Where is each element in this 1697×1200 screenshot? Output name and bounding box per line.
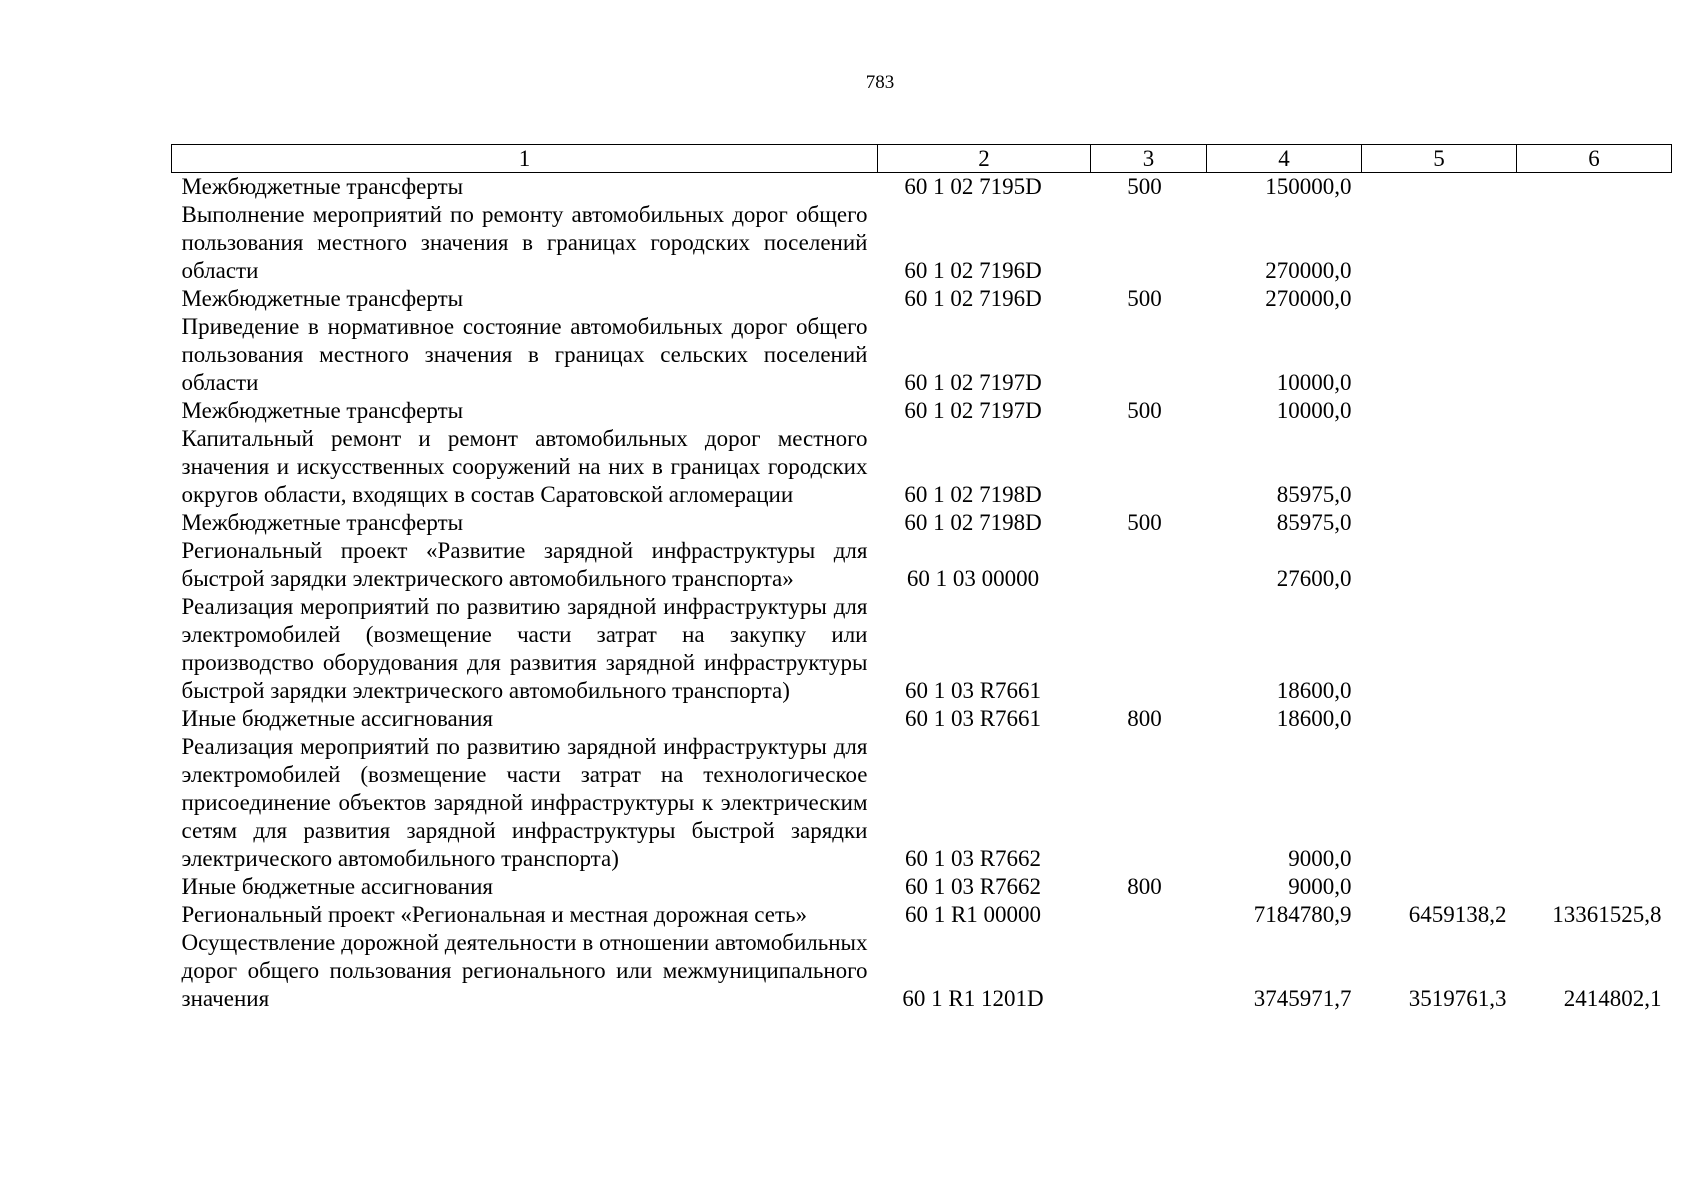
row-value-6 bbox=[1517, 873, 1672, 901]
row-expense-type bbox=[1091, 929, 1207, 1013]
row-value-5 bbox=[1362, 313, 1517, 397]
row-value-6 bbox=[1517, 425, 1672, 509]
row-name: Реализация мероприятий по развитию зарядной инфраструктуры для электромобилей (возмещение части затрат на закупку или производство оборудования для развития зарядной инфраструктуры быстрой зарядки электрического автомобильного транспорта) bbox=[181, 594, 868, 703]
row-name: Выполнение мероприятий по ремонту автомобильных дорог общего пользования местного значения в границах городских поселений области bbox=[181, 202, 868, 283]
row-value-5 bbox=[1362, 537, 1517, 593]
table-row bbox=[172, 425, 1672, 509]
row-code: 60 1 03 R7662 bbox=[904, 874, 1042, 899]
row-value-6 bbox=[1517, 537, 1672, 593]
row-value-4: 27600,0 bbox=[1276, 566, 1352, 591]
row-value-4: 270000,0 bbox=[1265, 258, 1352, 283]
row-name: Осуществление дорожной деятельности в отношении автомобильных дорог общего пользования регионального или межмуниципального значения bbox=[181, 930, 868, 1011]
column-header-4: 4 bbox=[1207, 145, 1362, 173]
row-value-4: 270000,0 bbox=[1265, 286, 1352, 311]
row-code: 60 1 R1 00000 bbox=[904, 902, 1042, 927]
row-value-6 bbox=[1517, 509, 1672, 537]
row-code: 60 1 02 7196D bbox=[904, 258, 1042, 283]
row-code: 60 1 02 7196D bbox=[904, 286, 1042, 311]
row-value-5 bbox=[1362, 173, 1517, 202]
row-expense-type bbox=[1091, 733, 1207, 873]
row-value-5 bbox=[1362, 285, 1517, 313]
row-value-6: 2414802,1 bbox=[1563, 986, 1662, 1011]
column-header-6: 6 bbox=[1517, 145, 1672, 173]
row-value-5 bbox=[1362, 397, 1517, 425]
row-name: Региональный проект «Региональная и местная дорожная сеть» bbox=[181, 902, 807, 927]
row-name: Иные бюджетные ассигнования bbox=[181, 706, 493, 731]
row-expense-type bbox=[1091, 425, 1207, 509]
table-row bbox=[172, 733, 1672, 873]
row-code: 60 1 02 7198D bbox=[904, 510, 1042, 535]
row-code: 60 1 03 R7661 bbox=[904, 706, 1042, 731]
row-code: 60 1 R1 1201D bbox=[902, 986, 1044, 1011]
row-expense-type: 800 bbox=[1127, 874, 1162, 899]
row-code: 60 1 03 00000 bbox=[906, 566, 1040, 591]
row-name: Капитальный ремонт и ремонт автомобильных дорог местного значения и искусственных сооружений на них в границах городских округов области, входящих в состав Саратовской агломерации bbox=[181, 426, 868, 507]
row-value-4: 7184780,9 bbox=[1253, 902, 1352, 927]
row-value-6: 13361525,8 bbox=[1552, 902, 1662, 927]
header-row bbox=[172, 145, 1672, 173]
row-expense-type bbox=[1091, 901, 1207, 929]
row-value-6 bbox=[1517, 733, 1672, 873]
row-value-5 bbox=[1362, 425, 1517, 509]
row-code: 60 1 02 7198D bbox=[904, 482, 1042, 507]
row-expense-type: 500 bbox=[1127, 286, 1162, 311]
row-value-4: 18600,0 bbox=[1276, 706, 1352, 731]
row-expense-type: 500 bbox=[1127, 174, 1162, 199]
row-value-4: 10000,0 bbox=[1276, 398, 1352, 423]
row-value-4: 10000,0 bbox=[1276, 370, 1352, 395]
column-header-1: 1 bbox=[172, 145, 878, 173]
table-row bbox=[172, 929, 1672, 1013]
row-value-4: 9000,0 bbox=[1288, 846, 1352, 871]
table-row bbox=[172, 397, 1672, 425]
row-value-5 bbox=[1362, 733, 1517, 873]
row-expense-type bbox=[1091, 537, 1207, 593]
budget-table bbox=[171, 144, 1672, 1013]
row-value-5 bbox=[1362, 593, 1517, 705]
table-row bbox=[172, 705, 1672, 733]
table-row bbox=[172, 901, 1672, 929]
row-value-6 bbox=[1517, 201, 1672, 285]
row-expense-type bbox=[1091, 313, 1207, 397]
table-row bbox=[172, 285, 1672, 313]
row-value-6 bbox=[1517, 705, 1672, 733]
row-code: 60 1 03 R7661 bbox=[904, 678, 1042, 703]
row-name: Межбюджетные трансферты bbox=[181, 510, 464, 535]
row-value-4: 85975,0 bbox=[1276, 482, 1352, 507]
row-name: Реализация мероприятий по развитию зарядной инфраструктуры для электромобилей (возмещение части затрат на технологическое присоединение объектов зарядной инфраструктуры к электрическим сетям для развития зарядной инфраструктуры быстрой зарядки электрического автомобильного транспорта) bbox=[181, 734, 868, 871]
row-name: Приведение в нормативное состояние автомобильных дорог общего пользования местного значения в границах сельских поселений области bbox=[181, 314, 868, 395]
row-value-5 bbox=[1362, 201, 1517, 285]
row-value-4: 9000,0 bbox=[1288, 874, 1352, 899]
column-header-3: 3 bbox=[1091, 145, 1207, 173]
table-row bbox=[172, 313, 1672, 397]
row-name: Региональный проект «Развитие зарядной инфраструктуры для быстрой зарядки электрического автомобильного транспорта» bbox=[181, 538, 868, 591]
column-header-5: 5 bbox=[1362, 145, 1517, 173]
table-header bbox=[172, 145, 1672, 173]
row-value-4: 3745971,7 bbox=[1253, 986, 1352, 1011]
row-value-6 bbox=[1517, 397, 1672, 425]
row-expense-type: 500 bbox=[1127, 398, 1162, 423]
column-header-2: 2 bbox=[878, 145, 1091, 173]
page-number: 783 bbox=[865, 72, 895, 93]
row-expense-type: 500 bbox=[1127, 510, 1162, 535]
table-row bbox=[172, 873, 1672, 901]
row-value-6 bbox=[1517, 285, 1672, 313]
row-value-5 bbox=[1362, 873, 1517, 901]
row-value-5: 3519761,3 bbox=[1408, 986, 1507, 1011]
row-code: 60 1 02 7197D bbox=[904, 370, 1042, 395]
row-value-6 bbox=[1517, 173, 1672, 202]
row-code: 60 1 03 R7662 bbox=[904, 846, 1042, 871]
row-value-5 bbox=[1362, 509, 1517, 537]
table-row bbox=[172, 173, 1672, 202]
row-name: Межбюджетные трансферты bbox=[181, 398, 464, 423]
row-name: Иные бюджетные ассигнования bbox=[181, 874, 493, 899]
row-name: Межбюджетные трансферты bbox=[181, 174, 464, 199]
table-row bbox=[172, 509, 1672, 537]
table-row bbox=[172, 593, 1672, 705]
row-expense-type bbox=[1091, 593, 1207, 705]
row-name: Межбюджетные трансферты bbox=[181, 286, 464, 311]
row-value-4: 85975,0 bbox=[1276, 510, 1352, 535]
row-value-5 bbox=[1362, 705, 1517, 733]
row-value-4: 150000,0 bbox=[1265, 174, 1352, 199]
row-expense-type bbox=[1091, 201, 1207, 285]
row-value-4: 18600,0 bbox=[1276, 678, 1352, 703]
row-value-6 bbox=[1517, 313, 1672, 397]
row-expense-type: 800 bbox=[1127, 706, 1162, 731]
table-row bbox=[172, 201, 1672, 285]
row-code: 60 1 02 7195D bbox=[904, 174, 1042, 199]
table-row bbox=[172, 537, 1672, 593]
table-body bbox=[172, 173, 1672, 1014]
row-value-5: 6459138,2 bbox=[1408, 902, 1507, 927]
row-value-6 bbox=[1517, 593, 1672, 705]
row-code: 60 1 02 7197D bbox=[904, 398, 1042, 423]
